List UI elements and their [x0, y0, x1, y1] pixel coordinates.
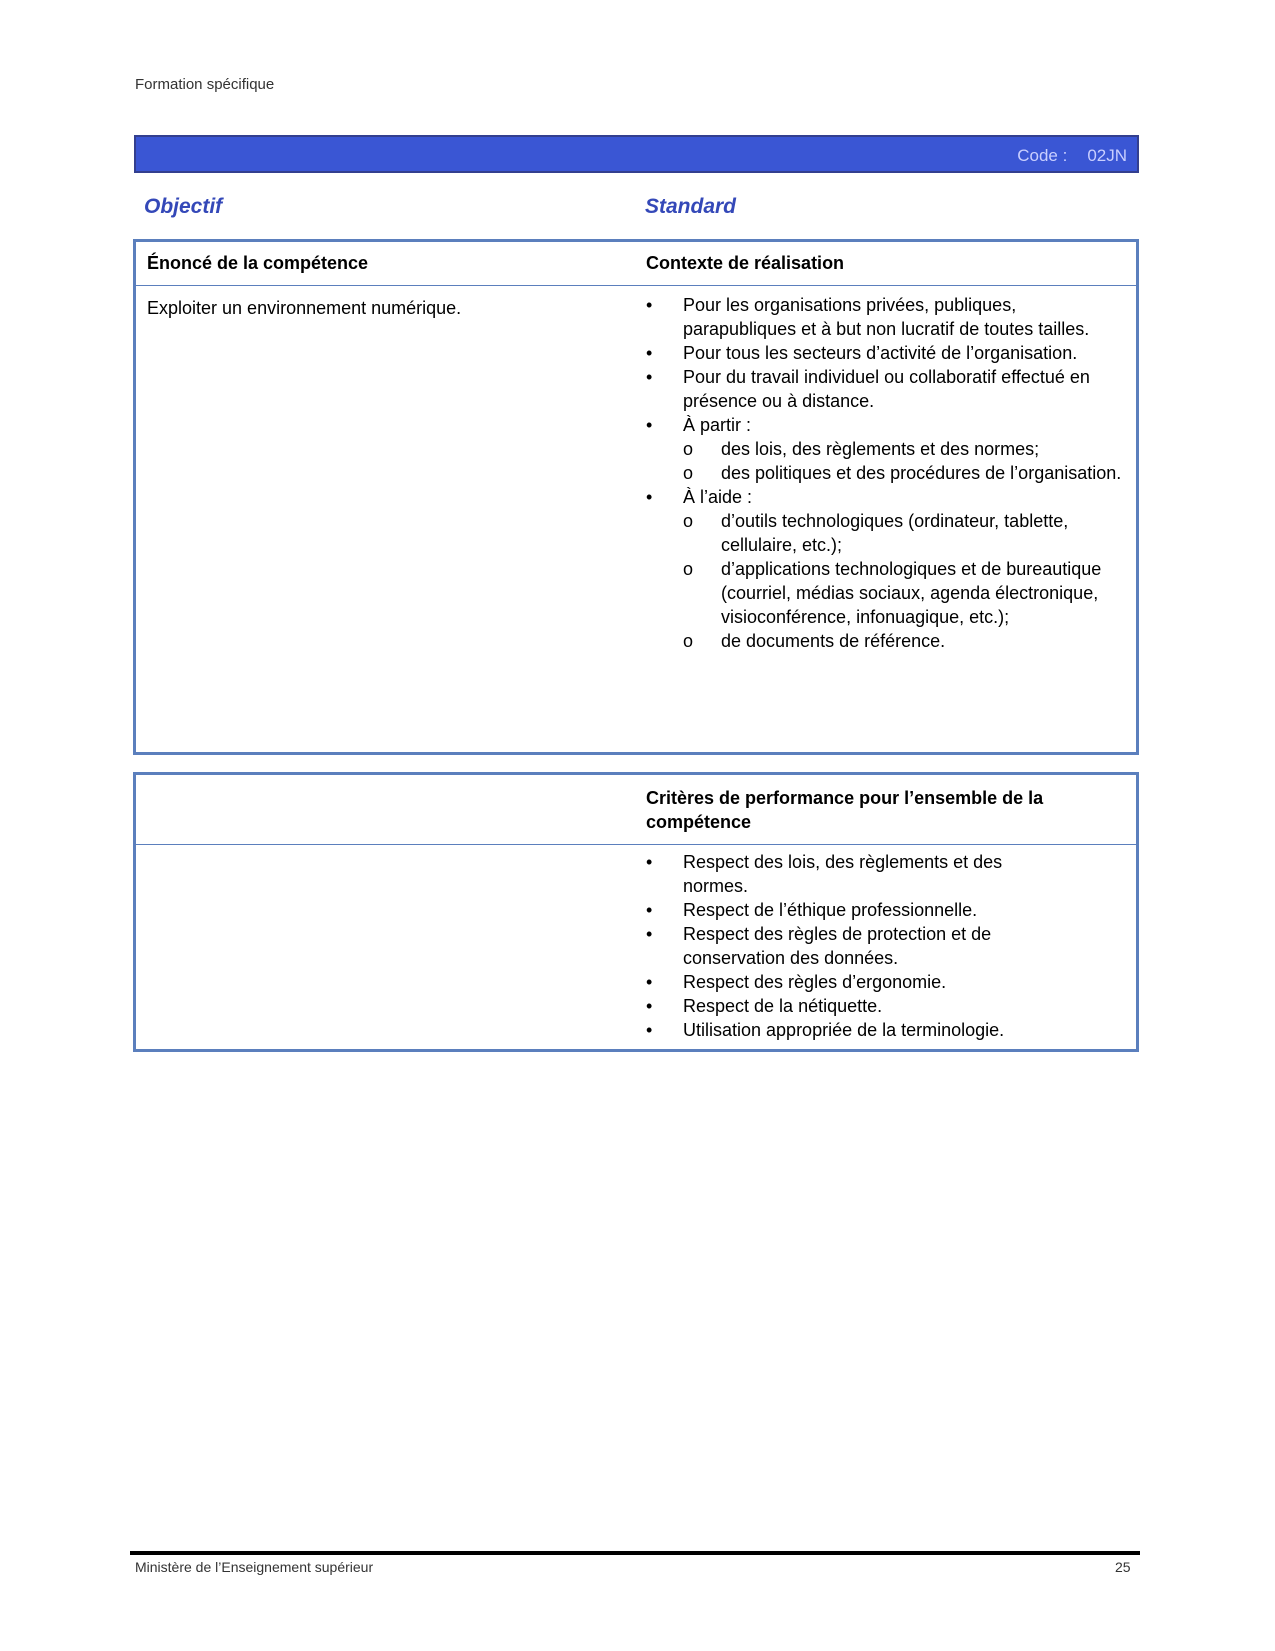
performance-criterion-text: Respect de l’éthique professionnelle. [683, 900, 978, 920]
bullet-icon: • [646, 1020, 653, 1040]
footer-rule [130, 1551, 1140, 1555]
context-subitem-text: des politiques et des procédures de l’organisation. [721, 463, 1122, 483]
performance-criterion-text: Respect des lois, des règlements et des normes. [683, 852, 1003, 896]
bullet-icon: • [646, 852, 653, 872]
competency-table-header [136, 242, 1136, 286]
context-subitem-text: d’applications technologiques et de bureautique (courriel, médias sociaux, agenda électronique, visioconférence, infonuagique, etc.); [721, 559, 1102, 627]
bullet-icon: • [646, 415, 653, 435]
context-item [646, 341, 1126, 365]
context-item [646, 293, 1126, 341]
context-item [646, 413, 1126, 485]
context-item [646, 485, 1126, 653]
page-number: 25 [1115, 1559, 1131, 1575]
performance-criterion [646, 898, 1066, 922]
context-subitem [683, 557, 1126, 629]
performance-criterion [646, 922, 1066, 970]
bullet-icon: • [646, 487, 653, 507]
competency-title-bar [134, 135, 1139, 173]
context-item-text: Pour du travail individuel ou collaboratif effectué en présence ou à distance. [683, 367, 1090, 411]
circle-bullet-icon: o [683, 559, 694, 579]
context-header: Contexte de réalisation [646, 253, 845, 273]
statement-header: Énoncé de la compétence [147, 253, 369, 273]
performance-criterion-text: Utilisation appropriée de la terminologie. [683, 1020, 1005, 1040]
performance-table [133, 772, 1139, 1052]
context-item-text: Pour les organisations privées, publiques, parapubliques et à but non lucratif de toutes tailles. [683, 295, 1090, 339]
running-head: Formation spécifique [135, 76, 275, 93]
competency-table [133, 239, 1139, 755]
column-heading-standard: Standard [645, 195, 737, 218]
context-subitem [683, 629, 1126, 653]
context-subitem-text: des lois, des règlements et des normes; [721, 439, 1040, 459]
context-subitem-text: d’outils technologiques (ordinateur, tablette, cellulaire, etc.); [721, 511, 1069, 555]
circle-bullet-icon: o [683, 439, 694, 459]
performance-criterion-text: Respect de la nétiquette. [683, 996, 883, 1016]
performance-criterion [646, 1018, 1066, 1042]
context-subitem-text: de documents de référence. [721, 631, 946, 651]
bullet-icon: • [646, 367, 653, 387]
bullet-icon: • [646, 996, 653, 1016]
context-list [646, 293, 1126, 653]
bullet-icon: • [646, 924, 653, 944]
performance-criterion [646, 850, 1066, 898]
circle-bullet-icon: o [683, 463, 694, 483]
bullet-icon: • [646, 343, 653, 363]
performance-criterion-text: Respect des règles de protection et de conservation des données. [683, 924, 992, 968]
performance-table-header [136, 775, 1136, 845]
bullet-icon: • [646, 295, 653, 315]
context-item-text: À partir : [683, 415, 752, 435]
context-item-text: À l’aide : [683, 487, 753, 507]
column-heading-objectif: Objectif [144, 195, 223, 218]
performance-criteria-header: Critères de performance pour l’ensemble de la compétence [646, 788, 1044, 832]
bullet-icon: • [646, 900, 653, 920]
code-value: 02JN [1087, 146, 1127, 165]
competency-statement: Exploiter un environnement numérique. [147, 298, 462, 318]
footer-ministry: Ministère de l’Enseignement supérieur [135, 1559, 374, 1575]
context-subitem [683, 509, 1126, 557]
performance-criteria-list [646, 850, 1066, 1042]
code-label: Code : [1017, 146, 1068, 165]
performance-criterion-text: Respect des règles d’ergonomie. [683, 972, 947, 992]
context-subitem [683, 437, 1126, 461]
circle-bullet-icon: o [683, 511, 694, 531]
bullet-icon: • [646, 972, 653, 992]
circle-bullet-icon: o [683, 631, 694, 651]
performance-criterion [646, 970, 1066, 994]
competency-code [1017, 146, 1127, 166]
context-item [646, 365, 1126, 413]
context-item-text: Pour tous les secteurs d’activité de l’organisation. [683, 343, 1078, 363]
performance-criterion [646, 994, 1066, 1018]
context-subitem [683, 461, 1126, 485]
